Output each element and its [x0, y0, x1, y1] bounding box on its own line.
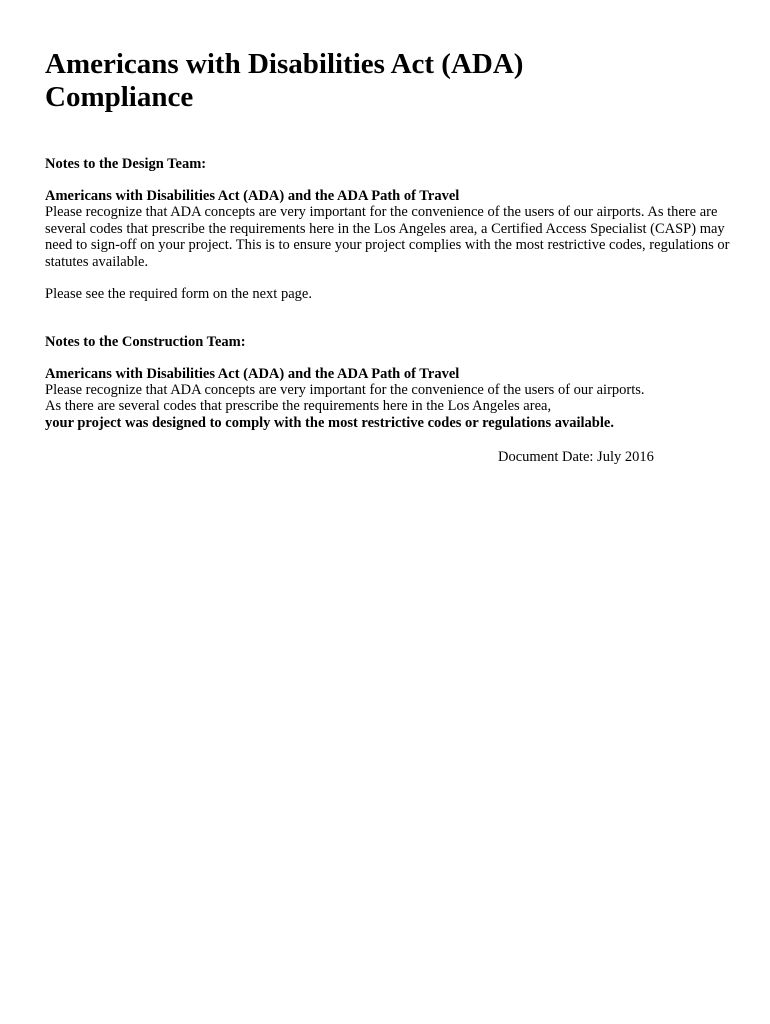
document-date: Document Date: July 2016 [498, 449, 654, 465]
design-team-paragraph-line: need to sign-off on your project. This is to ensure your project complies with the most restrictive codes, regulations or [45, 237, 730, 253]
construction-team-paragraph [45, 382, 715, 432]
construction-team-subheading: Americans with Disabilities Act (ADA) and the ADA Path of Travel [45, 365, 460, 382]
design-team-paragraph-line: statutes available. [45, 253, 149, 270]
design-team-paragraph-line: Please recognize that ADA concepts are very important for the convenience of the users of our airports. As there are [45, 204, 718, 220]
construction-team-section [45, 334, 715, 432]
design-team-note: Please see the required form on the next page. [45, 286, 312, 302]
construction-team-heading: Notes to the Construction Team: [45, 333, 246, 350]
design-team-paragraph-line: several codes that prescribe the requirements here in the Los Angeles area, a Certified Access Specialist (CASP) may [45, 220, 725, 237]
design-team-section [45, 156, 730, 303]
design-team-heading: Notes to the Design Team: [45, 156, 207, 172]
document-title-line-1: Americans with Disabilities Act (ADA) [45, 48, 524, 80]
construction-team-paragraph-line: Please recognize that ADA concepts are very important for the convenience of the users of our airports. [45, 381, 645, 398]
document-title [45, 48, 715, 114]
construction-team-paragraph-line: As there are several codes that prescribe the requirements here in the Los Angeles area, [45, 398, 552, 414]
design-team-subheading: Americans with Disabilities Act (ADA) and the ADA Path of Travel [45, 188, 460, 204]
design-team-paragraph [45, 204, 730, 270]
construction-team-emphasis-line: your project was designed to comply with the most restrictive codes or regulations available. [45, 414, 614, 431]
document-title-line-2: Compliance [45, 81, 194, 113]
document-page [45, 48, 730, 431]
